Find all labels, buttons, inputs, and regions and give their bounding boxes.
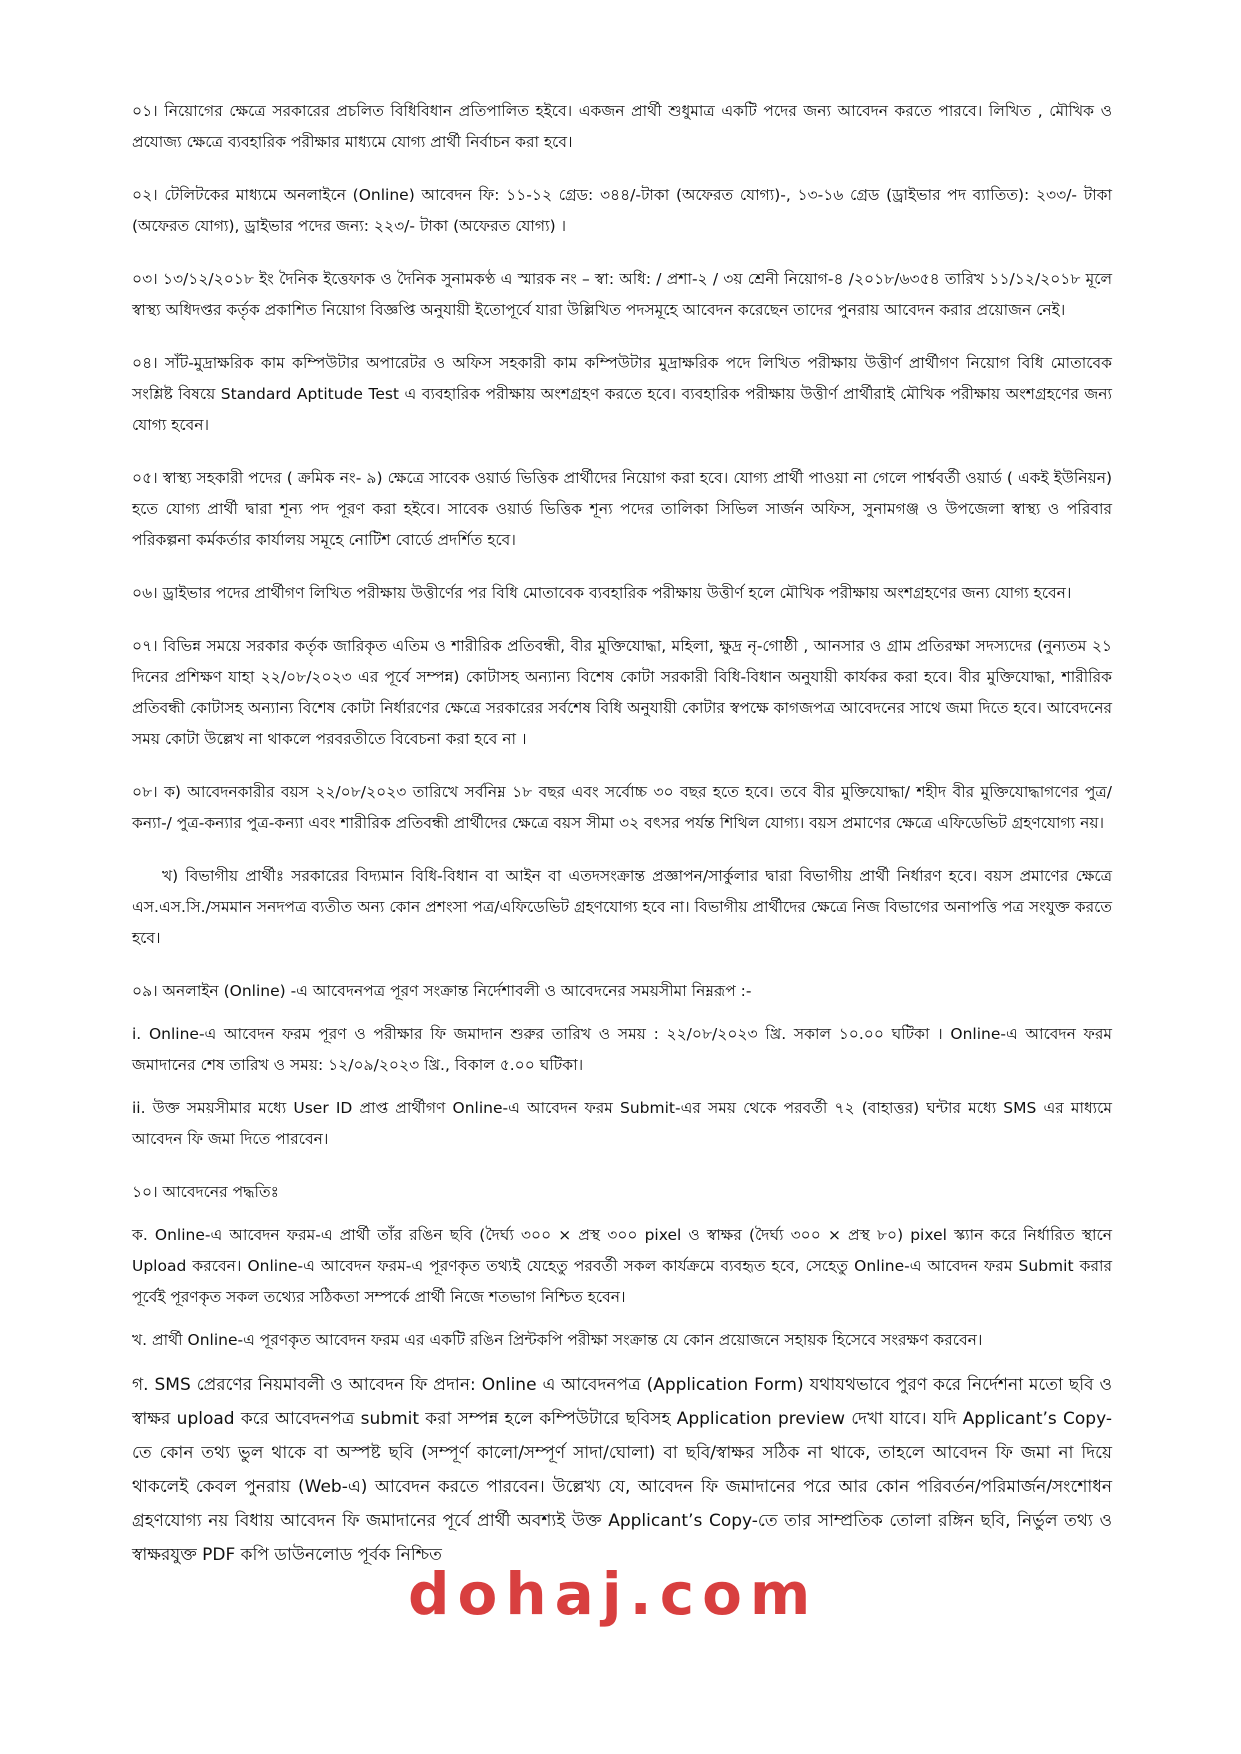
clause-06: ০৬। ড্রাইভার পদের প্রার্থীগণ লিখিত পরীক্ষায় উত্তীর্ণের পর বিধি মোতাবেক ব্যবহারিক পরীক্ষায় উত্তীর্ণ হলে মৌখিক পরীক্ষায় অংশগ্রহণের জন্য যোগ্য হবেন। xyxy=(132,584,1072,602)
clause-05: ০৫। স্বাস্থ্য সহকারী পদের ( ক্রমিক নং- ৯) ক্ষেত্রে সাবেক ওয়ার্ড ভিত্তিক প্রার্থীদের নিয়োগ করা হবে। যোগ্য প্রার্থী পাওয়া না গেলে পার্শ্ববর্তী ওয়ার্ড ( একই ইউনিয়ন) হতে যোগ্য প্রার্থী দ্বারা শূন্য পদ পূরণ করা হইবে। সাবেক ওয়ার্ড ভিত্তিক শূন্য পদের তালিকা সিভিল সার্জন অফিস, সুনামগঞ্জ ও উপজেলা স্বাস্থ্য ও পরিবার পরিকল্পনা কর্মকর্তার কার্যালয় সমূহে নোটিশ বোর্ডে প্রদর্শিত হবে। xyxy=(132,469,1112,549)
clause-09: ০৯। অনলাইন (Online) -এ আবেদনপত্র পূরণ সংক্রান্ত নির্দেশাবলী ও আবেদনের সময়সীমা নিম্নরূপ :- xyxy=(132,982,752,1000)
clause-09-i: i. Online-এ আবেদন ফরম পূরণ ও পরীক্ষার ফি জমাদান শুরুর তারিখ ও সময় : ২২/০৮/২০২৩ খ্রি. সকাল ১০.০০ ঘটিকা । Online-এ আবেদন ফরম জমাদানের শেষ তারিখ ও সময়: ১২/০৯/২০২৩ খ্রি., বিকাল ৫.০০ ঘটিকা। xyxy=(132,1025,1112,1074)
clause-08-b: খ) বিভাগীয় প্রার্থীঃ সরকারের বিদ্যমান বিধি-বিধান বা আইন বা এতদসংক্রান্ত প্রজ্ঞাপন/সার্কুলার দ্বারা বিভাগীয় প্রার্থী নির্ধারণ হবে। বয়স প্রমাণের ক্ষেত্রে এস.এস.সি./সমমান সনদপত্র ব্যতীত অন্য কোন প্রশংসা পত্র/এফিডেভিট গ্রহণযোগ্য হবে না। বিভাগীয় প্রার্থীদের ক্ষেত্রে নিজ বিভাগের অনাপত্তি পত্র সংযুক্ত করতে হবে। xyxy=(132,867,1112,947)
clause-09-ii: ii. উক্ত সময়সীমার মধ্যে User ID প্রাপ্ত প্রার্থীগণ Online-এ আবেদন ফরম Submit-এর সময় থেকে পরবর্তী ৭২ (বাহাত্তর) ঘন্টার মধ্যে SMS এর মাধ্যমে আবেদন ফি জমা দিতে পারবেন। xyxy=(132,1099,1113,1148)
watermark: dohaj.com xyxy=(408,1560,819,1628)
clause-10-kha: খ. প্রার্থী Online-এ পূরণকৃত আবেদন ফরম এর একটি রঙিন প্রিন্টকপি পরীক্ষা সংক্রান্ত যে কোন প্রয়োজনে সহায়ক হিসেবে সংরক্ষণ করবেন। xyxy=(132,1331,983,1349)
clause-08-a: ০৮। ক) আবেদনকারীর বয়স ২২/০৮/২০২৩ তারিখে সর্বনিম্ন ১৮ বছর এবং সর্বোচ্চ ৩০ বছর হতে হবে। তবে বীর মুক্তিযোদ্ধা/ শহীদ বীর মুক্তিযোদ্ধাগণের পুত্র/কন্যা-/ পুত্র-কন্যার পুত্র-কন্যা এবং শারীরিক প্রতিবন্ধী প্রার্থীদের ক্ষেত্রে বয়স সীমা ৩২ বৎসর পর্যন্ত শিথিল যোগ্য। বয়স প্রমাণের ক্ষেত্রে এফিডেভিট গ্রহণযোগ্য নয়। xyxy=(132,783,1112,832)
clause-03: ০৩। ১৩/১২/২০১৮ ইং দৈনিক ইত্তেফাক ও দৈনিক সুনামকণ্ঠ এ স্মারক নং – স্বা: অধি: / প্রশা-২ / ৩য় শ্রেনী নিয়োগ-৪ /২০১৮/৬৩৫৪ তারিখ ১১/১২/২০১৮ মূলে স্বাস্থ্য অধিদপ্তর কর্তৃক প্রকাশিত নিয়োগ বিজ্ঞপ্তি অনুযায়ী ইতোপূর্বে যারা উল্লিখিত পদসমূহে আবেদন করেছেন তাদের পুনরায় আবেদন করার প্রয়োজন নেই। xyxy=(132,270,1112,319)
clause-07: ০৭। বিভিন্ন সময়ে সরকার কর্তৃক জারিকৃত এতিম ও শারীরিক প্রতিবন্ধী, বীর মুক্তিযোদ্ধা, মহিলা, ক্ষুদ্র নৃ-গোষ্ঠী , আনসার ও গ্রাম প্রতিরক্ষা সদস্যদের (নুন্যতম ২১ দিনের প্রশিক্ষণ যাহা ২২/০৮/২০২৩ এর পূর্বে সম্পন্ন) কোটাসহ অন্যান্য বিশেষ কোটা সরকারী বিধি-বিধান অনুযায়ী কার্যকর করা হবে। বীর মুক্তিযোদ্ধা, শারীরিক প্রতিবন্ধী কোটাসহ অন্যান্য বিশেষ কোটা নির্ধারণের ক্ষেত্রে সরকারের সর্বশেষ বিধি অনুযায়ী কোটার স্বপক্ষে কাগজপত্র আবেদনের সাথে জমা দিতে হবে। আবেদনের সময় কোটা উল্লেখ না থাকলে পরবরতীতে বিবেচনা করা হবে না । xyxy=(132,637,1112,748)
clause-10-ka: ক. Online-এ আবেদন ফরম-এ প্রার্থী তাঁর রঙিন ছবি (দৈর্ঘ্য ৩০০ × প্রস্থ ৩০০ pixel ও স্বাক্ষর (দৈর্ঘ্য ৩০০ × প্রস্থ ৮০) pixel স্ক্যান করে নির্ধারিত স্থানে Upload করবেন। Online-এ আবেদন ফরম-এ পূরণকৃত তথ্যই যেহেতু পরবর্তী সকল কার্যক্রমে ব্যবহৃত হবে, সেহেতু Online-এ আবেদন ফরম Submit করার পূর্বেই পূরণকৃত সকল তথ্যের সঠিকতা সম্পর্কে প্রার্থী নিজে শতভাগ নিশ্চিত হবেন। xyxy=(132,1226,1112,1306)
document-body xyxy=(132,96,1112,1594)
clause-10-ga: গ. SMS প্রেরণের নিয়মাবলী ও আবেদন ফি প্রদান: Online এ আবেদনপত্র (Application Form) যথাযথভাবে পুরণ করে নির্দেশনা মতো ছবি ও স্বাক্ষর upload করে আবেদনপত্র submit করা সম্পন্ন হলে কম্পিউটারে ছবিসহ Application preview দেখা যাবে। যদি Applicant’s Copy-তে কোন তথ্য ভুল থাকে বা অস্পষ্ট ছবি (সম্পূর্ণ কালো/সম্পূর্ণ সাদা/ঘোলা) বা ছবি/স্বাক্ষর সঠিক না থাকে, তাহলে আবেদন ফি জমা না দিয়ে থাকলেই কেবল পুনরায় (Web-এ) আবেদন করতে পারবেন। উল্লেখ্য যে, আবেদন ফি জমাদানের পরে আর কোন পরিবর্তন/পরিমার্জন/সংশোধন গ্রহণযোগ্য নয় বিধায় আবেদন ফি জমাদানের পূর্বে প্রার্থী অবশ্যই উক্ত Applicant’s Copy-তে তার সাম্প্রতিক তোলা রঙ্গিন ছবি, নির্ভুল তথ্য ও স্বাক্ষরযুক্ত PDF কপি ডাউনলোড পূর্বক নিশ্চিত xyxy=(132,1375,1113,1565)
clause-01: ০১। নিয়োগের ক্ষেত্রে সরকারের প্রচলিত বিধিবিধান প্রতিপালিত হইবে। একজন প্রার্থী শুধুমাত্র একটি পদের জন্য আবেদন করতে পারবে। লিখিত , মৌখিক ও প্রযোজ্য ক্ষেত্রে ব্যবহারিক পরীক্ষার মাধ্যমে যোগ্য প্রার্থী নির্বাচন করা হবে। xyxy=(132,102,1112,151)
clause-02: ০২। টেলিটকের মাধ্যমে অনলাইনে (Online) আবেদন ফি: ১১-১২ গ্রেড: ৩৪৪/-টাকা (অফেরত যোগ্য)-, ১৩-১৬ গ্রেড (ড্রাইভার পদ ব্যাতিত): ২৩৩/- টাকা (অফেরত যোগ্য), ড্রাইভার পদের জন্য: ২২৩/- টাকা (অফেরত যোগ্য) । xyxy=(132,186,1112,235)
clause-10: ১০। আবেদনের পদ্ধতিঃ xyxy=(132,1183,279,1201)
clause-04: ০৪। সাঁট-মুদ্রাক্ষরিক কাম কম্পিউটার অপারেটর ও অফিস সহকারী কাম কম্পিউটার মুদ্রাক্ষরিক পদে লিখিত পরীক্ষায় উত্তীর্ণ প্রার্থীগণ নিয়োগ বিধি মোতাবেক সংশ্লিষ্ট বিষয়ে Standard Aptitude Test এ ব্যবহারিক পরীক্ষায় অংশগ্রহণ করতে হবে। ব্যবহারিক পরীক্ষায় উত্তীর্ণ প্রার্থীরাই মৌখিক পরীক্ষায় অংশগ্রহণের জন্য যোগ্য হবেন। xyxy=(132,354,1112,434)
